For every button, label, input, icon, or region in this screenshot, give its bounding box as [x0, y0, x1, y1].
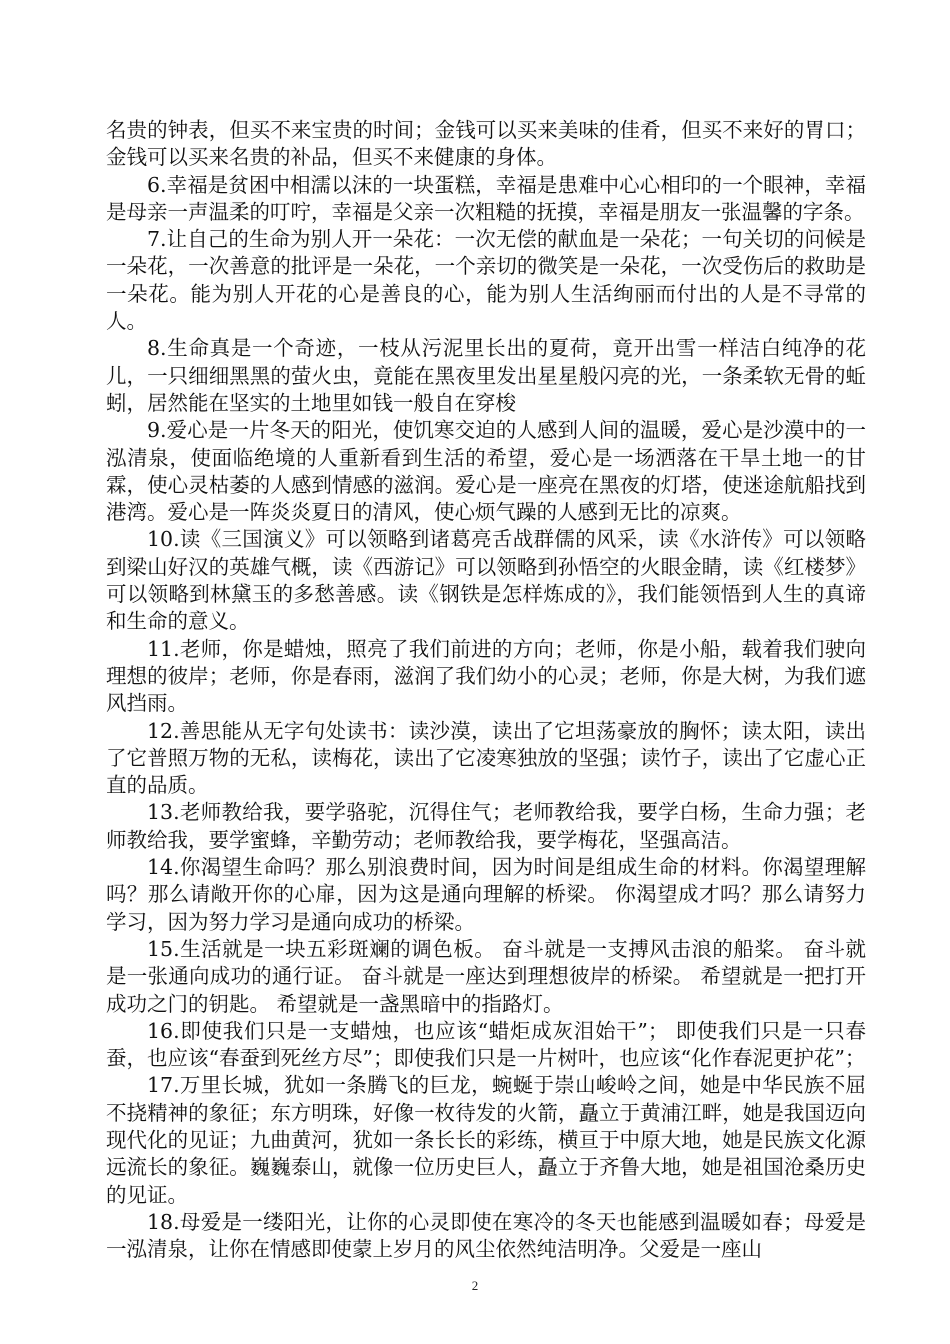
paragraph-18: 18.母爱是一缕阳光，让你的心灵即使在寒冷的冬天也能感到温暖如春；母爱是一泓清泉，让你在情感即使蒙上岁月的风尘依然纯洁明净。父爱是一座山 [106, 1209, 866, 1262]
paragraph-10: 10.读《三国演义》可以领略到诸葛亮舌战群儒的风采，读《水浒传》可以领略到梁山好汉的英雄气概，读《西游记》可以领略到孙悟空的火眼金睛，读《红楼梦》可以领略到林黛玉的多愁善感。读《钢铁是怎样炼成的》，我们能领悟到人生的真谛和生命的意义。 [106, 527, 866, 634]
paragraph-14: 14.你渴望生命吗？那么别浪费时间，因为时间是组成生命的材料。你渴望理解吗？那么请敞开你的心扉，因为这是通向理解的桥梁。 你渴望成才吗？那么请努力学习，因为努力学习是通向成功的桥梁。 [106, 855, 866, 934]
paragraph-11: 11.老师，你是蜡烛，照亮了我们前进的方向；老师，你是小船，载着我们驶向理想的彼岸；老师，你是春雨，滋润了我们幼小的心灵；老师，你是大树，为我们遮风挡雨。 [106, 636, 866, 716]
paragraph-8: 8.生命真是一个奇迹，一枝从污泥里长出的夏荷，竟开出雪一样洁白纯净的花儿，一只细细黑黑的萤火虫，竟能在黑夜里发出星星般闪亮的光，一条柔软无骨的蚯蚓，居然能在坚实的土地里如钱一般自在穿梭 [106, 336, 866, 415]
paragraph-9: 9.爱心是一片冬天的阳光，使饥寒交迫的人感到人间的温暖，爱心是沙漠中的一泓清泉，使面临绝境的人重新看到生活的希望，爱心是一场洒落在干旱土地一的甘霖，使心灵枯萎的人感到情感的滋润。爱心是一座亮在黑夜的灯塔，使迷途航船找到港湾。爱心是一阵炎炎夏日的清风，使心烦气躁的人感到无比的凉爽。 [106, 418, 866, 525]
paragraph-17: 17.万里长城，犹如一条腾飞的巨龙，蜿蜒于崇山峻岭之间，她是中华民族不屈不挠精神的象征；东方明珠，好像一枚待发的火箭，矗立于黄浦江畔，她是我国迈向现代化的见证；九曲黄河，犹如一条长长的彩练，横亘于中原大地，她是民族文化源远流长的象征。巍巍泰山，就像一位历史巨人，矗立于齐鲁大地，她是祖国沧桑历史的见证。 [106, 1073, 866, 1207]
paragraph-15: 15.生活就是一块五彩斑斓的调色板。 奋斗就是一支搏风击浪的船桨。 奋斗就是一张通向成功的通行证。 奋斗就是一座达到理想彼岸的桥梁。 希望就是一把打开成功之门的钥匙。 希望就是一盏黑暗中的指路灯。 [106, 936, 866, 1016]
page-number: 2 [471, 1278, 479, 1293]
paragraph-7: 7.让自己的生命为别人开一朵花：一次无偿的献血是一朵花；一句关切的问候是一朵花，一次善意的批评是一朵花，一个亲切的微笑是一朵花，一次受伤后的救助是一朵花。能为别人开花的心是善良的心，能为别人生活绚丽而付出的人是不寻常的人。 [106, 227, 866, 334]
paragraph-12: 12.善思能从无字句处读书：读沙漠，读出了它坦荡豪放的胸怀；读太阳，读出了它普照万物的无私，读梅花，读出了它凌寒独放的坚强；读竹子，读出了它虚心正直的品质。 [106, 718, 866, 798]
document-body [106, 117, 866, 1263]
paragraph-continued: 名贵的钟表，但买不来宝贵的时间；金钱可以买来美味的佳肴，但买不来好的胃口；金钱可以买来名贵的补品，但买不来健康的身体。 [106, 118, 866, 170]
paragraph-6: 6.幸福是贫困中相濡以沫的一块蛋糕，幸福是患难中心心相印的一个眼神，幸福是母亲一声温柔的叮咛，幸福是父亲一次粗糙的抚摸，幸福是朋友一张温馨的字条。 [106, 172, 866, 224]
paragraph-13: 13.老师教给我，要学骆驼，沉得住气；老师教给我，要学白杨，生命力强；老师教给我，要学蜜蜂，辛勤劳动；老师教给我，要学梅花，坚强高洁。 [106, 800, 866, 852]
paragraph-16: 16.即使我们只是一支蜡烛，也应该“蜡炬成灰泪始干”； 即使我们只是一只春蚕，也应该“春蚕到死丝方尽”；即使我们只是一片树叶，也应该“化作春泥更护花”； [106, 1018, 866, 1071]
